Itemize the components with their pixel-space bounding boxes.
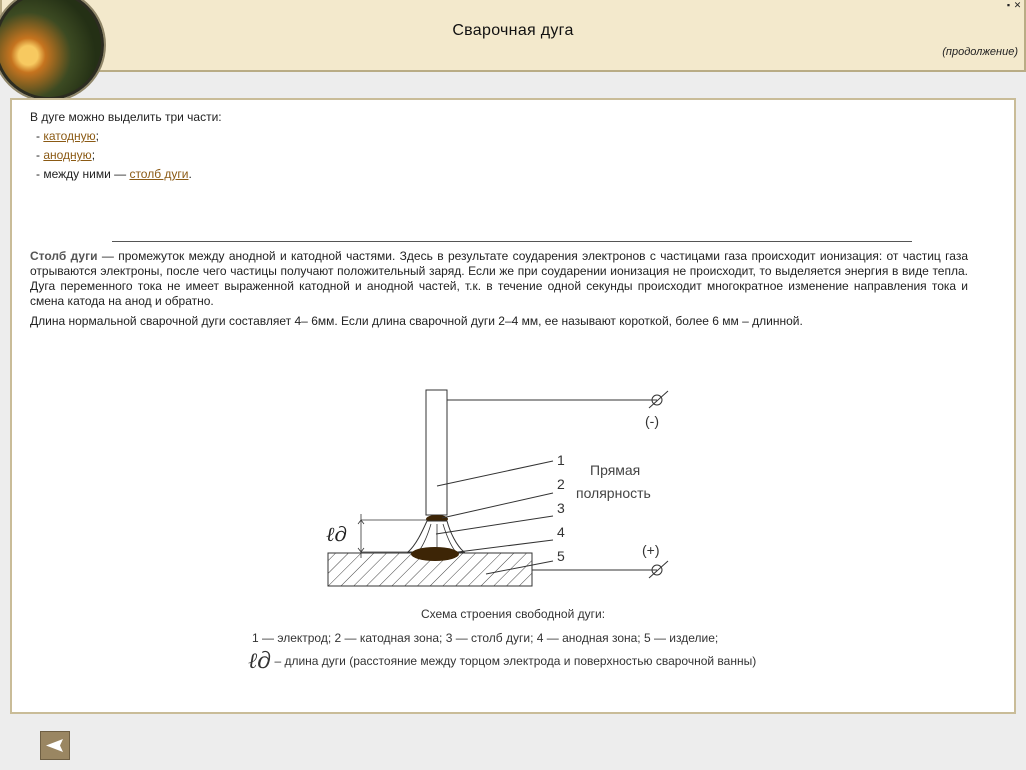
window-controls [1004, 1, 1022, 10]
arc-length-symbol: ℓд [326, 522, 348, 546]
item-prefix: - между ними — [36, 167, 130, 181]
intro-lead: В дуге можно выделить три части: [30, 110, 222, 124]
list-item-cathode [30, 127, 222, 146]
arc-length-legend [248, 648, 756, 674]
header-bar [0, 0, 1026, 72]
back-button[interactable] [40, 731, 70, 760]
arc-length-legend-symbol: ℓд [248, 649, 272, 674]
arc-structure-diagram [326, 384, 694, 584]
label-4: 4 [557, 524, 565, 540]
polarity-label-line1: Прямая [590, 462, 641, 478]
label-2: 2 [557, 476, 565, 492]
list-item-anode [30, 146, 222, 165]
label-1: 1 [557, 452, 565, 468]
arrow-left-icon [41, 732, 69, 759]
content-panel [10, 98, 1016, 714]
minimize-icon[interactable]: ▪ [1006, 0, 1011, 10]
plus-label: (+) [642, 542, 660, 558]
welder-photo [0, 0, 104, 100]
arc-column-link[interactable]: столб дуги [129, 167, 189, 181]
divider [112, 241, 912, 242]
anode-spot [411, 547, 459, 561]
arc-length-legend-text: – длина дуги (расстояние между торцом электрода и поверхностью сварочной ванны) [271, 654, 757, 668]
item-prefix: - [36, 148, 44, 162]
close-icon[interactable]: ✕ [1013, 0, 1022, 10]
cathode-link[interactable]: катодную [43, 129, 96, 143]
item-suffix: ; [91, 148, 96, 162]
intro-block [30, 108, 222, 184]
item-prefix: - [36, 129, 44, 143]
label-3: 3 [557, 500, 565, 516]
anode-link[interactable]: анодную [43, 148, 92, 162]
electrode [426, 390, 447, 515]
arc-column-text: — промежуток между анодной и катодной частями. Здесь в результате соударения электронов с частицами газа происходит ионизация: от частиц газа отрываются электроны, после чего частицы получают положительный заряд. Если же при соударении ионизация не происходит, то выделяется энергия в виде тепла. Дуга переменного тока не имеет выраженной катодной и анодной частей, т.к. в течение одной секунды происходит многократное изменение направления тока и смена катода на анод и обратно. [30, 249, 968, 308]
page-subtitle: (продолжение) [942, 46, 1018, 58]
arc-length-paragraph: Длина нормальной сварочной дуги составляет 4– 6мм. Если длина сварочной дуги 2–4 мм, ее называют короткой, более 6 мм – длинной. [30, 314, 803, 328]
arc-column-paragraph [30, 249, 968, 309]
polarity-label-line2: полярность [576, 485, 651, 501]
label-5: 5 [557, 548, 565, 564]
term-arc-column: Столб дуги [30, 249, 98, 263]
minus-label: (-) [645, 413, 659, 429]
diagram-legend: 1 — электрод; 2 — катодная зона; 3 — столб дуги; 4 — анодная зона; 5 — изделие; [252, 631, 719, 645]
page-title: Сварочная дуга [452, 22, 574, 39]
list-item-column [30, 165, 222, 184]
item-suffix: . [188, 167, 192, 181]
diagram-caption: Схема строения свободной дуги: [420, 607, 606, 621]
item-suffix: ; [95, 129, 100, 143]
